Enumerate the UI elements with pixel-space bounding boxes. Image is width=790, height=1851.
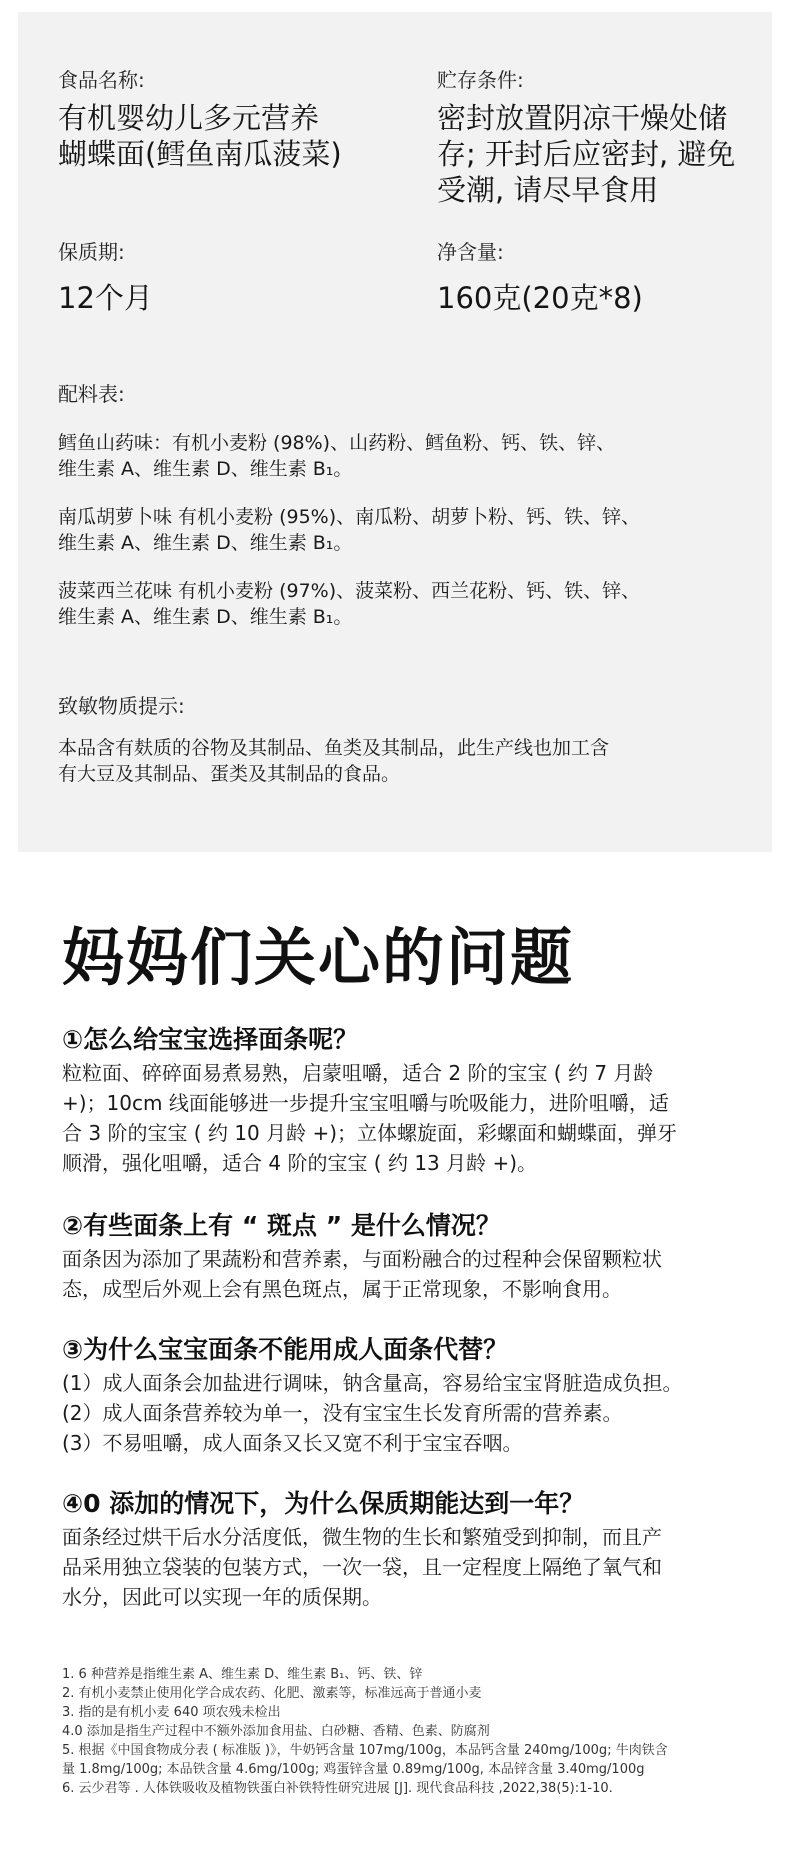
net-content-value: 160克(20克*8)	[437, 281, 643, 315]
faq-answer-line: 水分，因此可以实现一年的质保期。	[62, 1585, 382, 1609]
faq-answer-line: 态，成型后外观上会有黑色斑点，属于正常现象，不影响食用。	[62, 1277, 622, 1301]
storage-value	[437, 100, 735, 208]
allergen-line: 有大豆及其制品、蛋类及其制品的食品。	[58, 763, 401, 785]
faq-answer	[62, 1522, 752, 1612]
ingredients-line: 南瓜胡萝卜味 有机小麦粉 (95%)、南瓜粉、胡萝卜粉、钙、铁、锌、	[58, 506, 641, 528]
faq-answer	[62, 1368, 752, 1458]
faq-answer-line: (3）不易咀嚼，成人面条又长又宽不利于宝宝吞咽。	[62, 1431, 523, 1455]
footnote: 1. 6 种营养是指维生素 A、维生素 D、维生素 B₁、钙、铁、锌	[62, 1667, 423, 1682]
ingredients-line: 维生素 A、维生素 D、维生素 B₁。	[58, 606, 353, 628]
faq-answer-line: 粒粒面、碎碎面易煮易熟，启蒙咀嚼，适合 2 阶的宝宝 ( 约 7 月龄	[62, 1061, 654, 1085]
footnote: 量 1.8mg/100g; 本品铁含量 4.6mg/100g; 鸡蛋锌含量 0.89mg/100g, 本品锌含量 3.40mg/100g	[62, 1762, 645, 1777]
food-name-label: 食品名称:	[58, 68, 145, 92]
allergen-label: 致敏物质提示:	[58, 694, 185, 718]
footnote: 3. 指的是有机小麦 640 项农残未检出	[62, 1705, 281, 1720]
allergen-text	[58, 735, 748, 787]
faq-answer-line: 面条经过烘干后水分活度低，微生物的生长和繁殖受到抑制，而且产	[62, 1525, 662, 1549]
ingredients-line: 维生素 A、维生素 D、维生素 B₁。	[58, 458, 353, 480]
faq-answer-line: 面条因为添加了果蔬粉和营养素，与面粉融合的过程种会保留颗粒状	[62, 1247, 662, 1271]
ingredients-item	[58, 578, 748, 630]
storage-line: 受潮, 请尽早食用	[437, 173, 659, 207]
ingredients-line: 菠菜西兰花味 有机小麦粉 (97%)、菠菜粉、西兰花粉、钙、铁、锌、	[58, 580, 641, 602]
faq-answer-line: 顺滑，强化咀嚼，适合 4 阶的宝宝 ( 约 13 月龄 +)。	[62, 1151, 538, 1175]
storage-label: 贮存条件:	[437, 68, 524, 92]
faq-answer-line: 合 3 阶的宝宝 ( 约 10 月龄 +)；立体螺旋面，彩螺面和蝴蝶面，弹牙	[62, 1121, 678, 1145]
food-name-value	[58, 100, 342, 172]
storage-line: 密封放置阴凉干燥处储	[437, 101, 728, 135]
shelf-life-label: 保质期:	[58, 240, 125, 264]
faq-answer-line: 品采用独立袋装的包装方式，一次一袋，且一定程度上隔绝了氧气和	[62, 1555, 662, 1579]
food-name-line: 蝴蝶面(鳕鱼南瓜菠菜)	[58, 137, 342, 171]
food-name-line: 有机婴幼儿多元营养	[58, 101, 320, 135]
faq-answer	[62, 1058, 752, 1178]
ingredients-item	[58, 430, 748, 482]
faq-answer-line: (2）成人面条营养较为单一，没有宝宝生长发育所需的营养素。	[62, 1401, 623, 1425]
footnote: 2. 有机小麦禁止使用化学合成农药、化肥、激素等，标准远高于普通小麦	[62, 1686, 482, 1701]
footnotes	[62, 1665, 762, 1798]
faq-question: ④0 添加的情况下，为什么保质期能达到一年？	[62, 1489, 585, 1518]
faq-question: ②有些面条上有 “ 斑点 ” 是什么情况？	[62, 1211, 501, 1240]
footnote: 5. 根据《中国食物成分表 ( 标准版 )》，牛奶钙含量 107mg/100g，本品钙含量 240mg/100g; 牛肉铁含	[62, 1743, 668, 1758]
ingredients-item	[58, 504, 748, 556]
allergen-line: 本品含有麸质的谷物及其制品、鱼类及其制品，此生产线也加工含	[58, 737, 610, 759]
faq-answer-line: +)；10cm 线面能够进一步提升宝宝咀嚼与吮吸能力，进阶咀嚼，适	[62, 1091, 669, 1115]
net-content-label: 净含量:	[437, 240, 504, 264]
ingredients-line: 维生素 A、维生素 D、维生素 B₁。	[58, 532, 353, 554]
shelf-life-value: 12个月	[58, 281, 153, 315]
faq-answer	[62, 1244, 752, 1304]
footnote: 4.0 添加是指生产过程中不额外添加食用盐、白砂糖、香精、色素、防腐剂	[62, 1724, 490, 1739]
faq-title: 妈妈们关心的问题	[62, 921, 575, 994]
footnote: 6. 云少君等 . 人体铁吸收及植物铁蛋白补铁特性研究进展 [J]. 现代食品科技 ,2022,38(5):1-10.	[62, 1781, 613, 1796]
ingredients-label: 配料表:	[58, 382, 125, 406]
faq-question: ③为什么宝宝面条不能用成人面条代替？	[62, 1335, 509, 1364]
faq-question: ①怎么给宝宝选择面条呢？	[62, 1025, 359, 1054]
storage-line: 存; 开封后应密封, 避免	[437, 137, 736, 171]
ingredients-line: 鳕鱼山药味：有机小麦粉 (98%)、山药粉、鳕鱼粉、钙、铁、锌、	[58, 432, 616, 454]
faq-answer-line: (1）成人面条会加盐进行调味，钠含量高，容易给宝宝肾脏造成负担。	[62, 1371, 683, 1395]
